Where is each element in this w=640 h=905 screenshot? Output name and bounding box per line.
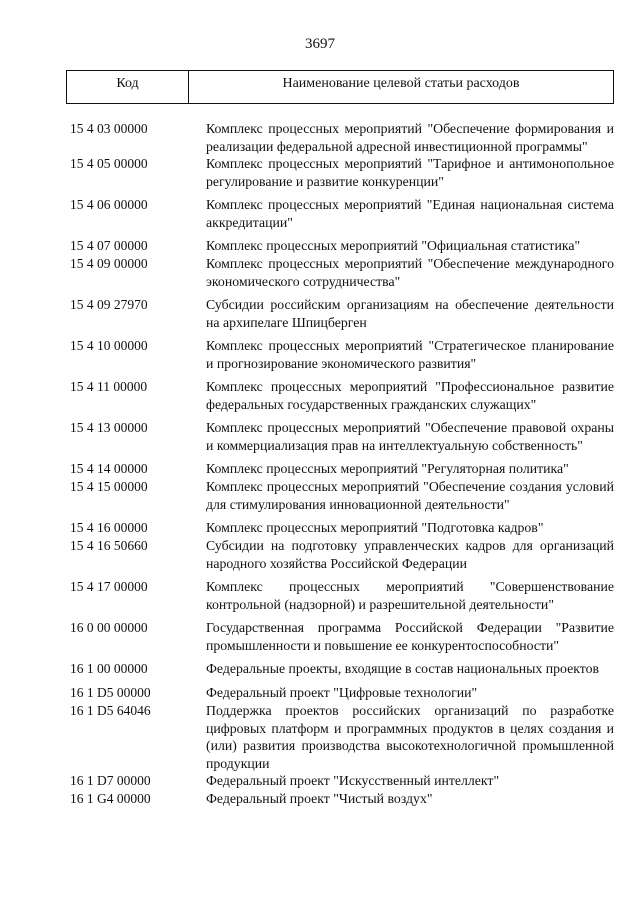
row-name: Комплекс процессных мероприятий "Стратегическое планирование и прогнозирование экономического развития": [206, 338, 614, 371]
row-name: Федеральный проект "Искусственный интеллект": [206, 773, 500, 788]
row-code: 15 4 03 00000: [70, 121, 148, 136]
row-name: Субсидии российским организациям на обеспечение деятельности на архипелаге Шпицберген: [206, 297, 614, 330]
row-code: 16 1 G4 00000: [70, 791, 151, 806]
row-code: 16 1 00 00000: [70, 661, 148, 676]
expense-items-list: [66, 120, 614, 808]
row-name: Поддержка проектов российских организаций по разработке цифровых платформ и программных продуктов в целях создания и (или) развития производства высокотехнологичной промышленной продукции: [206, 703, 614, 771]
table-row: [66, 255, 614, 290]
table-row: [66, 460, 614, 478]
row-code: 15 4 09 00000: [70, 256, 148, 271]
table-row: [66, 120, 614, 155]
row-name: Федеральные проекты, входящие в состав национальных проектов: [206, 661, 600, 676]
table-row: [66, 790, 614, 808]
table-row: [66, 684, 614, 702]
table-row: [66, 660, 614, 678]
row-code: 15 4 15 00000: [70, 479, 148, 494]
table-row: [66, 419, 614, 454]
row-code: 15 4 10 00000: [70, 338, 148, 353]
table-row: [66, 296, 614, 331]
table-row: [66, 772, 614, 790]
row-name: Комплекс процессных мероприятий "Обеспечение международного экономического сотрудничества": [206, 256, 614, 289]
table-header: [66, 70, 614, 104]
row-name: Комплекс процессных мероприятий "Совершенствование контрольной (надзорной) и разрешительной деятельности": [206, 579, 614, 612]
row-code: 15 4 07 00000: [70, 238, 148, 253]
header-code: Код: [67, 71, 189, 103]
row-name: Комплекс процессных мероприятий "Профессиональное развитие федеральных государственных гражданских служащих": [206, 379, 614, 412]
row-code: 16 1 D5 64046: [70, 703, 151, 718]
row-code: 15 4 16 50660: [70, 538, 148, 553]
row-name: Субсидии на подготовку управленческих кадров для организаций народного хозяйства Российской Федерации: [206, 538, 614, 571]
row-name: Комплекс процессных мероприятий "Обеспечение правовой охраны и коммерциализация прав на интеллектуальную собственность": [206, 420, 614, 453]
table-row: [66, 702, 614, 772]
table-row: [66, 519, 614, 537]
row-name: Комплекс процессных мероприятий "Тарифное и антимонопольное регулирование и развитие конкуренции": [206, 156, 614, 189]
row-code: 15 4 13 00000: [70, 420, 148, 435]
row-name: Федеральный проект "Цифровые технологии": [206, 685, 478, 700]
row-code: 15 4 09 27970: [70, 297, 148, 312]
row-name: Комплекс процессных мероприятий "Обеспечение создания условий для стимулирования инновационной деятельности": [206, 479, 614, 512]
row-name: Комплекс процессных мероприятий "Обеспечение формирования и реализации федеральной адресной инвестиционной программы": [206, 121, 614, 154]
row-name: Государственная программа Российской Федерации "Развитие промышленности и повышение ее конкурентоспособности": [206, 620, 614, 653]
table-row: [66, 478, 614, 513]
row-name: Комплекс процессных мероприятий "Официальная статистика": [206, 238, 581, 253]
row-name: Федеральный проект "Чистый воздух": [206, 791, 433, 806]
row-code: 16 0 00 00000: [70, 620, 148, 635]
page-number: 3697: [305, 36, 335, 52]
table-row: [66, 155, 614, 190]
row-name: Комплекс процессных мероприятий "Регуляторная политика": [206, 461, 569, 476]
table-row: [66, 337, 614, 372]
table-row: [66, 378, 614, 413]
row-code: 16 1 D7 00000: [70, 773, 151, 788]
table-row: [66, 578, 614, 613]
row-code: 15 4 16 00000: [70, 520, 148, 535]
row-code: 15 4 17 00000: [70, 579, 148, 594]
table-row: [66, 237, 614, 255]
header-name: Наименование целевой статьи расходов: [282, 76, 520, 91]
table-row: [66, 619, 614, 654]
table-row: [66, 196, 614, 231]
row-code: 15 4 11 00000: [70, 379, 148, 394]
row-name: Комплекс процессных мероприятий "Единая национальная система аккредитации": [206, 197, 614, 230]
row-code: 15 4 06 00000: [70, 197, 148, 212]
row-name: Комплекс процессных мероприятий "Подготовка кадров": [206, 520, 544, 535]
row-code: 15 4 14 00000: [70, 461, 148, 476]
row-code: 16 1 D5 00000: [70, 685, 151, 700]
row-code: 15 4 05 00000: [70, 156, 148, 171]
table-row: [66, 537, 614, 572]
